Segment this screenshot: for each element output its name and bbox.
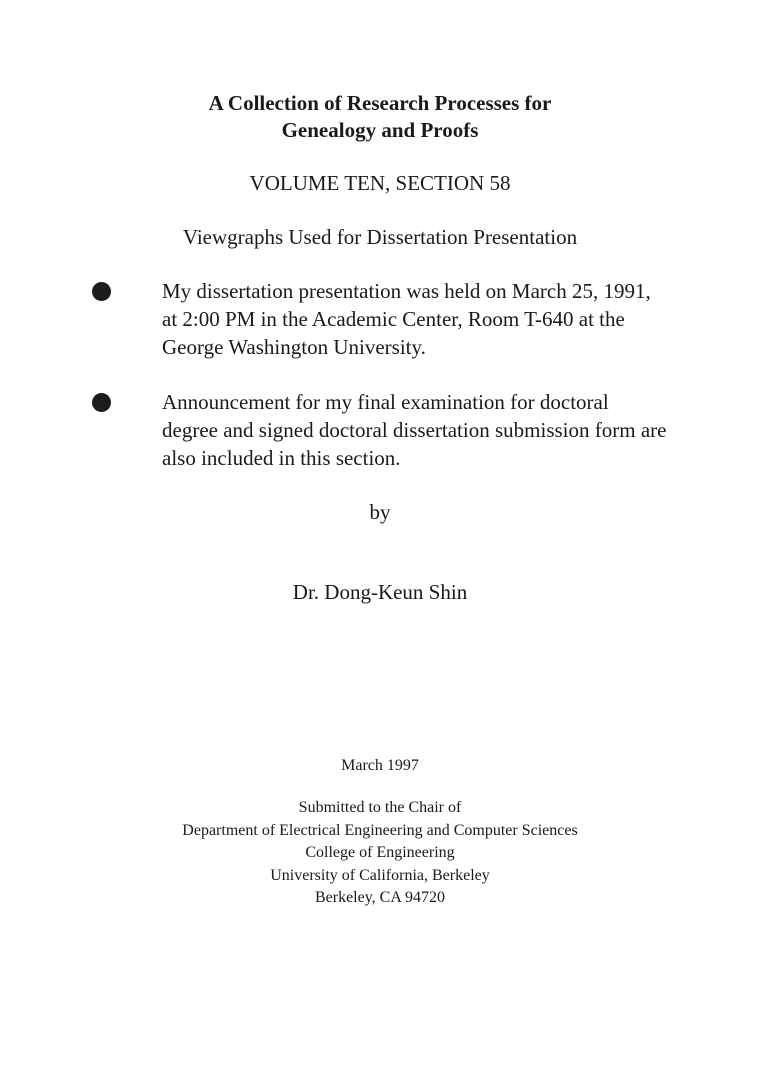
document-date: March 1997 [341,757,419,774]
section-subtitle: Viewgraphs Used for Dissertation Presentation [182,225,578,249]
submission-block [0,797,760,910]
volume-heading: VOLUME TEN, SECTION 58 [249,171,511,195]
author-name: Dr. Dong-Keun Shin [292,580,468,604]
submission-line: College of Engineering [305,844,455,861]
by-label: by [369,500,391,524]
paragraph-line: at 2:00 PM in the Academic Center, Room T-640 at the [162,307,625,331]
bullet-dot-icon [92,282,111,301]
paragraph-line: also included in this section. [162,446,401,470]
submission-line: University of California, Berkeley [270,866,490,884]
bullet-dot-icon [92,393,111,412]
bullet-paragraph-announcement [162,388,692,472]
paragraph-line: Announcement for my final examination for doctoral [162,390,609,414]
submission-line: Department of Electrical Engineering and Computer Sciences [182,821,578,839]
submission-line: Berkeley, CA 94720 [314,889,446,906]
paragraph-line: George Washington University. [162,335,426,359]
submission-line: Submitted to the Chair of [298,799,462,816]
paragraph-line: degree and signed doctoral dissertation submission form are [162,418,667,442]
title-line-2: Genealogy and Proofs [281,118,479,142]
paragraph-line: My dissertation presentation was held on March 25, 1991, [162,279,651,303]
title-line-1: A Collection of Research Processes for [208,91,552,115]
document-title [0,90,760,144]
bullet-paragraph-presentation [162,277,692,361]
